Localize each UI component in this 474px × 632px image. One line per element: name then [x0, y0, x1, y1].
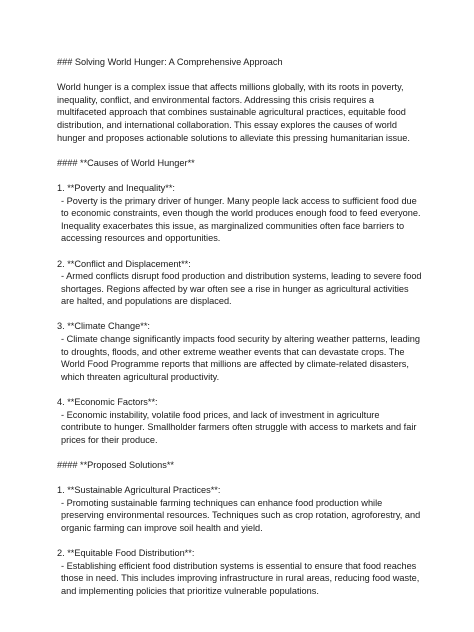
- causes-heading: #### **Causes of World Hunger**: [57, 157, 195, 168]
- cause-2-body: - Armed conflicts disrupt food production and distribution systems, leading to severe food shortages. Regions affected by war often see a rise in hunger as agricultural activities are halted, and populations are displaced.: [61, 271, 425, 307]
- cause-3-title: 3. **Climate Change**:: [57, 321, 150, 332]
- intro-paragraph: World hunger is a complex issue that affects millions globally, with its roots in poverty, inequality, conflict, and environmental factors. Addressing this crisis requires a multifaceted approach that combines sustainable agricultural practices, equitable food distribution, and international collaboration. This essay explores the causes of world hunger and proposes actionable solutions to alleviate this pressing humanitarian issue.: [57, 82, 410, 143]
- cause-2-title: 2. **Conflict and Displacement**:: [57, 258, 191, 269]
- solution-1-body: - Promoting sustainable farming techniques can enhance food production while preserving environmental resources. Techniques such as crop rotation, agroforestry, and organic farming can improve soil health and yield.: [61, 497, 423, 533]
- solution-2-body: - Establishing efficient food distribution systems is essential to ensure that food reaches those in need. This includes improving infrastructure in rural areas, reducing food waste, and implementing policies that prioritize vulnerable populations.: [61, 560, 422, 596]
- cause-1-title: 1. **Poverty and Inequality**:: [57, 182, 175, 193]
- solutions-heading: #### **Proposed Solutions**: [57, 460, 174, 470]
- solution-2-title: 2. **Equitable Food Distribution**:: [57, 548, 195, 559]
- cause-4-body: - Economic instability, volatile food prices, and lack of investment in agriculture contribute to hunger. Smallholder farmers often struggle with access to markets and fair prices for their produce.: [61, 409, 419, 445]
- cause-3-body: - Climate change significantly impacts food security by altering weather patterns, leading to droughts, floods, and other extreme weather events that can devastate crops. The World Food Programme reports that millions are affected by climate-related disasters, which threaten agricultural productivity.: [61, 334, 423, 382]
- document-title: ### Solving World Hunger: A Comprehensive Approach: [57, 57, 283, 67]
- cause-1-body: - Poverty is the primary driver of hunger. Many people lack access to sufficient food due to economic constraints, even though the world produces enough food to feed everyone. Inequality exacerbates this issue, as marginalized communities often face barriers to accessing resources and opportunities.: [61, 195, 424, 244]
- cause-4-title: 4. **Economic Factors**:: [57, 397, 158, 408]
- solution-1-title: 1. **Sustainable Agricultural Practices**:: [57, 485, 221, 496]
- document-body: [57, 56, 425, 598]
